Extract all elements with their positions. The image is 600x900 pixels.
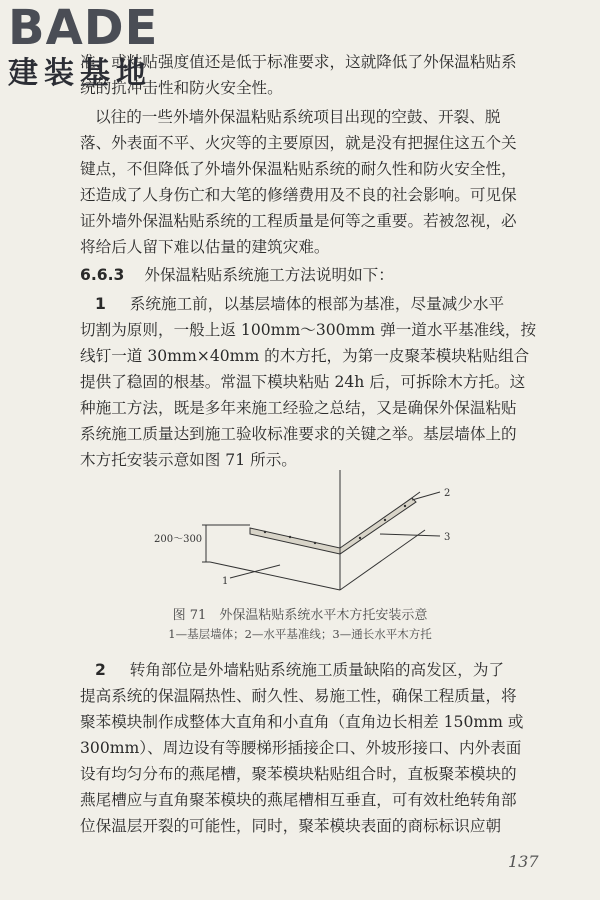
text-line: 以往的一些外墙外保温粘贴系统项目出现的空鼓、开裂、脱 bbox=[95, 108, 501, 126]
bade-logo bbox=[6, 0, 171, 92]
text-line: 统的抗冲击性和防火安全性。 bbox=[80, 79, 283, 97]
text-line: 落、外表面不平、火灾等的主要原因，就是没有把握住这五个关 bbox=[80, 134, 517, 152]
text-line: 线钉一道 30mm×40mm 的木方托，为第一皮聚苯模块粘贴组合 bbox=[80, 347, 530, 365]
text-line: 切割为原则，一般上返 100mm～300mm 弹一道水平基准线，按 bbox=[80, 321, 537, 339]
text-line: 聚苯模块制作成整体大直角和小直角（直角边长相差 150mm 或 bbox=[80, 713, 524, 731]
callout-label-2: 2 bbox=[444, 488, 451, 499]
logo-chinese-text: 建装基地 bbox=[8, 56, 152, 91]
text-line: 燕尾槽应与直角聚苯模块的燕尾槽相互垂直，可有效杜绝转角部 bbox=[80, 791, 517, 809]
paragraph-number: 2 bbox=[95, 661, 106, 679]
nail-dot bbox=[384, 519, 386, 521]
timber-batten-left bbox=[250, 528, 340, 554]
callout-label-3: 3 bbox=[444, 532, 451, 543]
text-line: 键点，不但降低了外墙外保温粘贴系统的耐久性和防火安全性， bbox=[80, 160, 517, 178]
figure-legend: 1—基层墙体；2—水平基准线；3—通长水平木方托 bbox=[168, 627, 432, 641]
text-line: 系统施工前，以基层墙体的根部为基准，尽量减少水平 bbox=[129, 295, 505, 313]
leader-line-3 bbox=[380, 534, 440, 536]
nail-dot bbox=[264, 531, 266, 533]
nail-dot bbox=[404, 505, 406, 507]
callout-label-1: 1 bbox=[222, 576, 229, 587]
dimension-label: 200～300 bbox=[154, 534, 203, 545]
text-line: 300mm）、周边设有等腰梯形插接企口、外坡形接口、内外表面 bbox=[80, 739, 522, 757]
figure-caption: 图 71 外保温粘贴系统水平木方托安装示意 bbox=[172, 608, 428, 623]
nail-dot bbox=[314, 542, 316, 544]
page-number: 137 bbox=[508, 852, 539, 871]
logo-latin-text: BADE bbox=[8, 0, 159, 56]
text-line: 将给后人留下难以估量的建筑灾难。 bbox=[80, 238, 330, 256]
text-line: 准，或粘贴强度值还是低于标准要求，这就降低了外保温粘贴系 bbox=[80, 53, 517, 71]
text-line: 证外墙外保温粘贴系统的工程质量是何等之重要。若被忽视，必 bbox=[80, 212, 517, 230]
leader-line-2 bbox=[412, 492, 440, 500]
leader-line-1 bbox=[230, 565, 280, 578]
paragraph-1-first-line bbox=[95, 294, 504, 314]
nail-dot bbox=[359, 537, 361, 539]
figure-71-diagram bbox=[150, 470, 470, 600]
text-line: 木方托安装示意如图 71 所示。 bbox=[80, 451, 297, 469]
paragraph-2-first-line bbox=[95, 660, 504, 680]
text-line: 种施工方法，既是多年来施工经验之总结，又是确保外保温粘贴 bbox=[80, 399, 517, 417]
section-heading bbox=[80, 265, 394, 285]
section-number: 6.6.3 bbox=[80, 266, 125, 284]
text-line: 提供了稳固的根基。常温下模块粘贴 24h 后，可拆除木方托。这 bbox=[80, 373, 526, 391]
text-line: 转角部位是外墙粘贴系统施工质量缺陷的高发区，为了 bbox=[129, 661, 505, 679]
nail-dot bbox=[289, 536, 291, 538]
text-line: 位保温层开裂的可能性，同时，聚苯模块表面的商标标识应朝 bbox=[80, 817, 502, 835]
text-line: 提高系统的保温隔热性、耐久性、易施工性，确保工程质量，将 bbox=[80, 687, 517, 705]
text-line: 设有均匀分布的燕尾槽，聚苯模块粘贴组合时，直板聚苯模块的 bbox=[80, 765, 517, 783]
paragraph-number: 1 bbox=[95, 295, 106, 313]
text-line: 系统施工质量达到施工验收标准要求的关键之举。基层墙体上的 bbox=[80, 425, 517, 443]
text-line: 还造成了人身伤亡和大笔的修缮费用及不良的社会影响。可见保 bbox=[80, 186, 517, 204]
section-title: 外保温粘贴系统施工方法说明如下： bbox=[144, 266, 394, 284]
